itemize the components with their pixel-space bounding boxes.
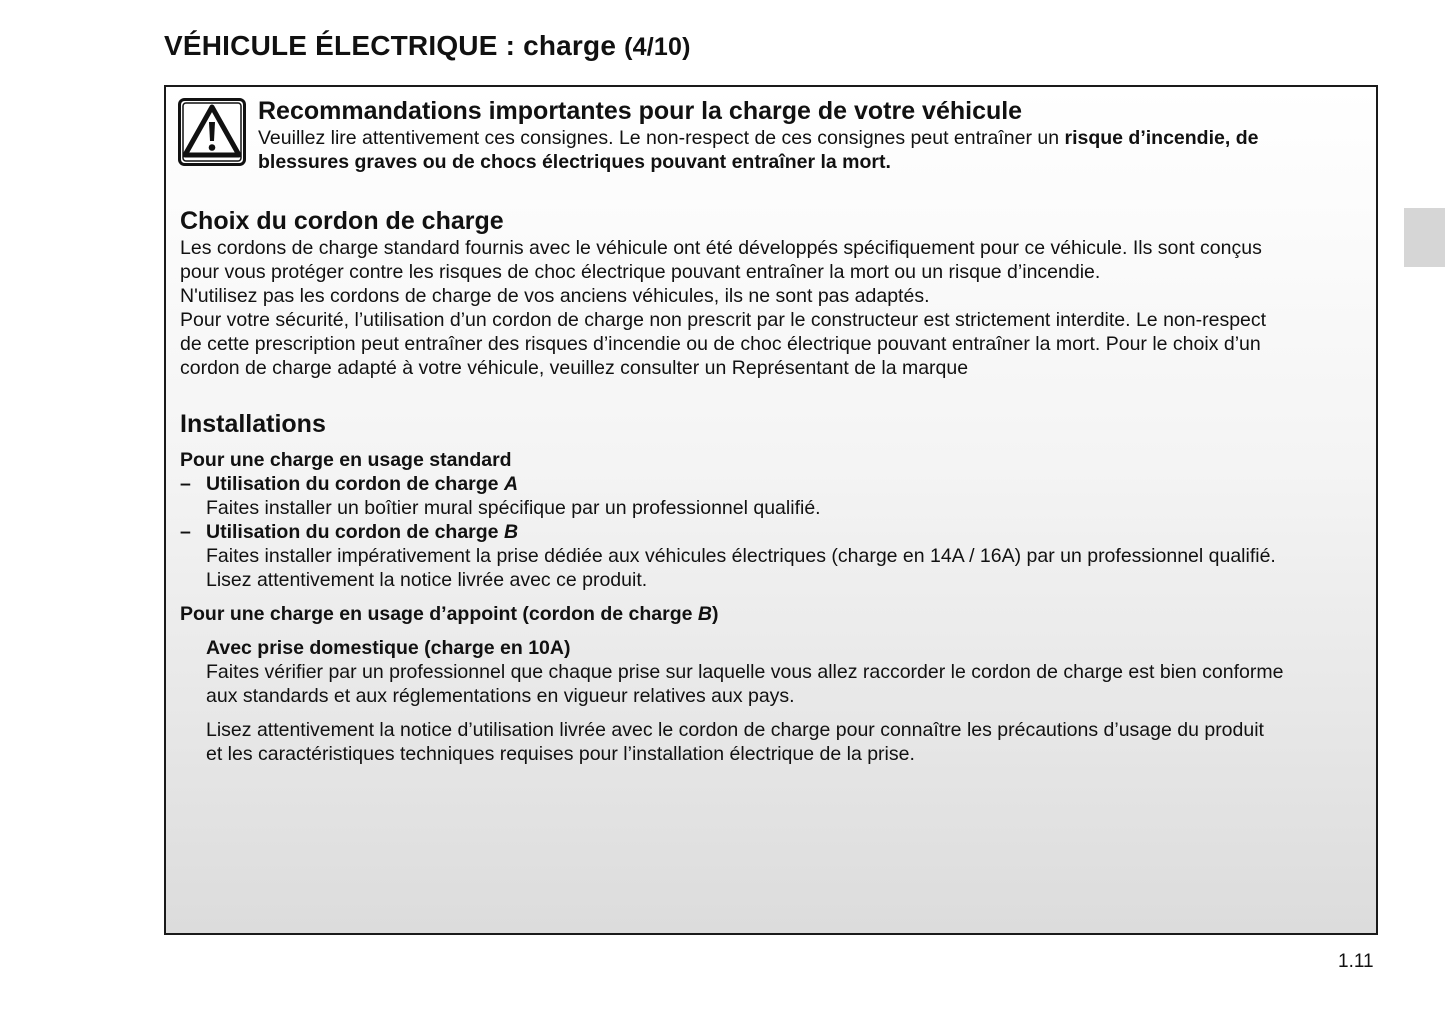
cordon-a-heading: Utilisation du cordon de charge A <box>206 473 519 495</box>
domestic-socket-block <box>180 636 1364 766</box>
choix-line: Pour votre sécurité, l’utilisation d’un cordon de charge non prescrit par le constructeur est strictement interdite. Le non-respect <box>180 309 1267 331</box>
list-item-cordon-a <box>180 472 1364 520</box>
warning-block <box>258 97 1362 174</box>
choix-line: N'utilisez pas les cordons de charge de vos anciens véhicules, ils ne sont pas adaptés. <box>180 285 930 307</box>
standard-usage-heading: Pour une charge en usage standard <box>180 449 512 471</box>
section-installations <box>180 409 1364 766</box>
page-title-counter: (4/10) <box>624 33 691 61</box>
choix-line: Les cordons de charge standard fournis avec le véhicule ont été développés spécifiquement pour ce véhicule. Ils sont conçus <box>180 237 1262 259</box>
domestic-socket-heading: Avec prise domestique (charge en 10A) <box>206 637 571 659</box>
warning-title: Recommandations importantes pour la charge de votre véhicule <box>258 97 1023 125</box>
warning-text-line-2: blessures graves ou de chocs électriques pouvant entraîner la mort. <box>258 151 891 173</box>
section-title-choix: Choix du cordon de charge <box>180 207 504 235</box>
choix-line: cordon de charge adapté à votre véhicule, veuillez consulter un Représentant de la marque <box>180 357 969 379</box>
cordon-a-letter: A <box>503 473 519 495</box>
section-title-installations: Installations <box>180 410 326 438</box>
appoint-usage-heading: Pour une charge en usage d’appoint (cordon de charge B) <box>180 603 719 625</box>
domestic-socket-text: aux standards et aux réglementations en vigueur relatives aux pays. <box>206 685 795 707</box>
chapter-tab <box>1404 208 1445 267</box>
section-choix-cordon <box>180 206 1364 380</box>
list-dash: – <box>180 473 191 495</box>
choix-line: pour vous protéger contre les risques de choc électrique pouvant entraîner la mort ou un risque d’incendie. <box>180 261 1101 283</box>
page-number: 1.11 <box>1338 951 1374 972</box>
list-dash: – <box>180 521 191 543</box>
instruction-box <box>164 85 1378 935</box>
warning-text-bold: risque d’incendie, de <box>1064 127 1259 149</box>
cordon-b-heading: Utilisation du cordon de charge B <box>206 521 519 543</box>
list-item-cordon-b <box>180 520 1364 592</box>
cordon-b-text: Faites installer impérativement la prise dédiée aux véhicules électriques (charge en 14A / 16A) par un professionnel qualifié. <box>206 545 1276 567</box>
warning-text-line-1 <box>258 126 1362 150</box>
cordon-b-text: Lisez attentivement la notice livrée avec ce produit. <box>206 569 648 591</box>
warning-text: Veuillez lire attentivement ces consignes. Le non-respect de ces consignes peut entraîner un <box>258 127 1065 149</box>
page-title-main: VÉHICULE ÉLECTRIQUE : charge <box>164 30 617 61</box>
page-title <box>164 30 691 62</box>
cordon-b-letter: B <box>503 521 519 543</box>
domestic-socket-text: Faites vérifier par un professionnel que chaque prise sur laquelle vous allez raccorder le cordon de charge est bien conforme <box>206 661 1284 683</box>
notice-text: Lisez attentivement la notice d’utilisation livrée avec le cordon de charge pour connaître les précautions d’usage du produit <box>206 719 1264 741</box>
choix-line: de cette prescription peut entraîner des risques d’incendie ou de choc électrique pouvant entraîner la mort. Pour le choix d’un <box>180 333 1261 355</box>
warning-triangle-icon <box>178 98 246 166</box>
cordon-a-text: Faites installer un boîtier mural spécifique par un professionnel qualifié. <box>206 497 821 519</box>
notice-text: et les caractéristiques techniques requises pour l’installation électrique de la prise. <box>206 743 915 765</box>
